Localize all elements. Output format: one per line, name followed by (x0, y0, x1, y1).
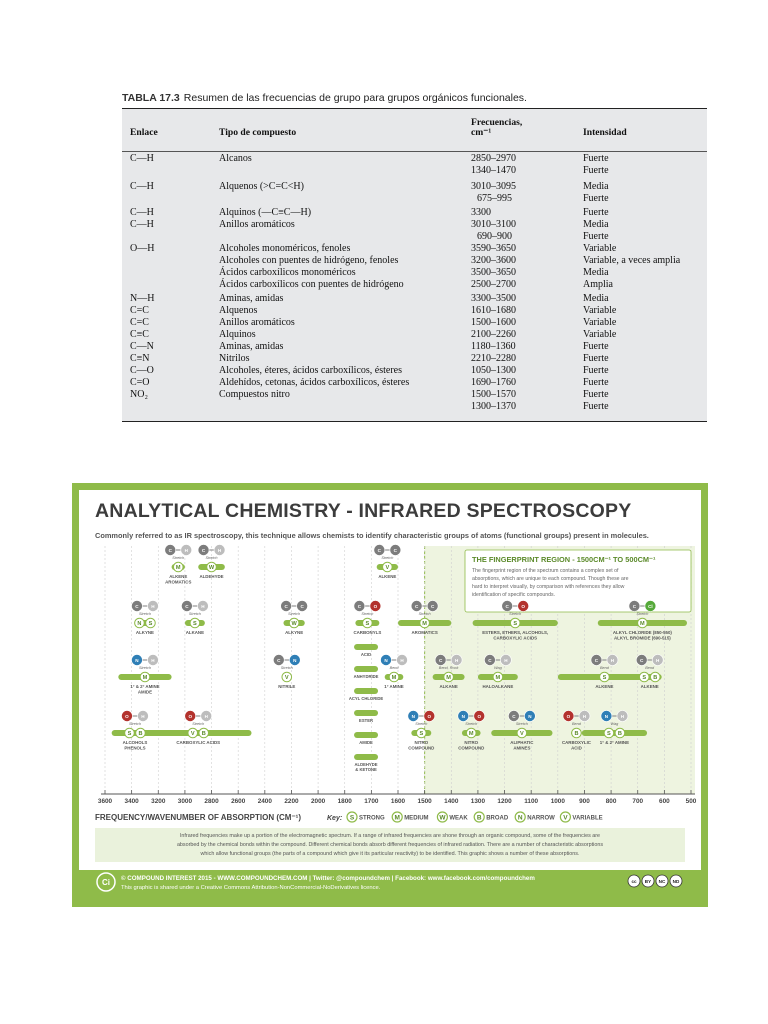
atom-symbol: C (393, 548, 398, 553)
carbonyl-bar (354, 666, 378, 672)
atom-symbol: O (188, 714, 193, 719)
intensity-letter: V (190, 731, 195, 738)
atom-symbol: O (427, 714, 432, 719)
header-bond: Enlace (130, 127, 158, 138)
atom-symbol: C (277, 658, 281, 663)
atom-symbol: C (640, 658, 644, 663)
vibration-label: Bend (389, 666, 399, 670)
band-label: ALKENE (378, 574, 397, 579)
key-badge-letter: B (476, 814, 482, 822)
cell-compound: Aldehídos, cetonas, ácidos carboxílicos, ésteres (219, 377, 410, 388)
cell-freq: 675–995 (477, 193, 512, 204)
vibration-label: Stretch (138, 666, 151, 670)
vibration-label: Stretch (288, 612, 301, 616)
atom-symbol: O (566, 714, 571, 719)
atom-symbol: N (461, 714, 465, 719)
intensity-letter: V (519, 731, 524, 738)
carbonyl-bar (354, 754, 378, 760)
cell-freq: 1300–1370 (471, 401, 516, 412)
infographic-subtitle: Commonly referred to as IR spectroscopy, this technique allows chemists to identify characteristic groups of atoms (functional groups) present in molecules. (95, 531, 649, 540)
cell-intensity: Amplia (583, 279, 613, 290)
cell-freq: 1340–1470 (471, 165, 516, 176)
atom-symbol: C (284, 604, 288, 609)
cell-intensity: Fuerte (583, 389, 609, 400)
atom-symbol: C (168, 548, 172, 553)
cell-bond: C=C (130, 305, 149, 316)
vibration-label: Bend (645, 666, 655, 670)
intensity-letter: B (574, 731, 579, 738)
atom-symbol: H (620, 714, 625, 719)
intensity-letter: B (617, 731, 622, 738)
intensity-letter: S (193, 621, 197, 628)
vibration-label: Stretch (361, 612, 374, 616)
cell-compound: Anillos aromáticos (219, 219, 295, 230)
carbonyl-bar (354, 688, 378, 694)
band-label: HALOALKANE (482, 684, 514, 689)
atom-symbol: N (384, 658, 388, 663)
band-label: ALKYNE (135, 630, 154, 635)
cell-bond: C=C (130, 317, 149, 328)
vibration-label: Bend, Rock (438, 666, 459, 670)
x-tick-label: 3600 (97, 798, 113, 805)
cell-intensity: Fuerte (583, 401, 609, 412)
x-tick-label: 1600 (390, 798, 406, 805)
key-item-label: BROAD (486, 815, 509, 822)
vibration-label: Wag (494, 666, 502, 670)
x-tick-label: 1300 (470, 798, 486, 805)
key-item-label: VARIABLE (572, 815, 603, 822)
cell-freq: 3200–3600 (471, 255, 516, 266)
cell-freq: 1050–1300 (471, 365, 516, 376)
band-label: ALCOHOLS (122, 740, 148, 745)
footer-line1: © COMPOUND INTEREST 2015 - WWW.COMPOUNDCHEM.COM | Twitter: @compoundchem | Facebook: www.facebook.com/compoundchem (121, 875, 535, 882)
cell-compound: Aminas, amidas (219, 293, 284, 304)
band-label: ESTERS, ETHERS, ALCOHOLS, (482, 630, 549, 635)
intensity-letter: S (148, 621, 153, 628)
cell-bond: N—H (130, 293, 155, 304)
intensity-letter: B (138, 731, 143, 738)
band-label: NITRILE (278, 684, 296, 689)
ir-infographic (72, 483, 708, 907)
note-text: Infrared frequencies make up a portion of the electromagnetic spectrum. If a range of infrared frequencies are shone through an organic compound, some of the frequencies are (179, 833, 601, 839)
band-label: AMINES (513, 745, 531, 751)
intensity-letter: M (446, 675, 451, 682)
atom-symbol: C (430, 604, 435, 609)
x-tick-label: 1200 (497, 798, 512, 805)
x-tick-label: 1400 (444, 798, 459, 805)
cell-freq: 3590–3650 (471, 243, 516, 254)
atom-symbol: H (504, 658, 508, 663)
frequency-table (122, 108, 707, 422)
band-label: CARBOXYLIC (561, 740, 591, 745)
atom-symbol: H (141, 714, 145, 719)
atom-symbol: H (184, 548, 188, 553)
atom-symbol: C (594, 658, 599, 663)
band-label: ALDEHYDE (199, 574, 224, 579)
logo-text: Ci (102, 878, 110, 887)
fingerprint-text: absorptions, which are unique to each compound. Though these are (472, 576, 629, 582)
key-item-label: NARROW (527, 815, 555, 822)
cell-intensity: Variable (583, 317, 617, 328)
cell-intensity: Variable (583, 243, 617, 254)
band-label: NITRO (414, 740, 429, 745)
carbonyl-bar (354, 644, 378, 650)
cell-bond: C—N (130, 341, 154, 352)
cell-compound: Ácidos carboxílicos con puentes de hidrógeno (219, 279, 404, 290)
infographic-title: ANALYTICAL CHEMISTRY - INFRARED SPECTROSCOPY (95, 500, 632, 522)
band-label: CARBOXYLIC ACIDS (176, 740, 221, 745)
cell-freq: 2100–2260 (471, 329, 516, 340)
cell-compound: Alcoholes con puentes de hidrógeno, fenoles (219, 255, 399, 266)
x-tick-label: 1800 (337, 798, 352, 805)
atom-symbol: N (135, 658, 139, 663)
vibration-label: Stretch (192, 722, 205, 726)
cell-intensity: Variable, a veces amplia (583, 255, 681, 266)
cell-compound: Alcoholes, éteres, ácidos carboxílicos, ésteres (219, 365, 402, 376)
atom-symbol: C (377, 548, 382, 553)
key-item-label: MEDIUM (404, 815, 429, 822)
band-label: ALKENE (640, 684, 659, 689)
cell-intensity: Media (583, 267, 609, 278)
cell-intensity: Fuerte (583, 377, 609, 388)
band-label: AMIDE (137, 689, 153, 695)
intensity-letter: S (602, 675, 607, 682)
cell-intensity: Media (583, 181, 609, 192)
atom-symbol: H (217, 548, 222, 553)
intensity-letter: M (495, 675, 501, 682)
absorption-bar (582, 730, 647, 736)
carbonyl-label: ANHYDRIDE (353, 674, 379, 679)
x-tick-label: 3200 (151, 798, 166, 805)
cell-intensity: Variable (583, 329, 617, 340)
atom-symbol: H (582, 714, 587, 719)
intensity-letter: W (291, 621, 297, 628)
intensity-letter: W (208, 565, 215, 572)
atom-symbol: C (300, 604, 304, 609)
vibration-label: Stretch (509, 612, 522, 616)
vibration-label: Stretch (465, 722, 478, 726)
vibration-label: Stretch (415, 722, 428, 726)
header-compound: Tipo de compuesto (219, 127, 297, 138)
atom-symbol: C (414, 604, 419, 609)
cell-bond: NO₂ (130, 389, 148, 400)
x-tick-label: 3400 (124, 798, 139, 805)
cell-bond: C—H (130, 207, 154, 218)
intensity-letter: S (642, 675, 647, 682)
intensity-letter: M (142, 675, 148, 682)
band-label: COMPOUND (458, 745, 485, 751)
fingerprint-title: THE FINGERPRINT REGION - 1500CM⁻¹ TO 500CM⁻¹ (472, 555, 656, 564)
cell-freq: 1180–1360 (471, 341, 516, 352)
fingerprint-text: identification of specific compounds. (472, 592, 556, 598)
cell-freq: 690–900 (477, 231, 512, 242)
atom-symbol: H (204, 714, 208, 719)
x-tick-label: 600 (659, 798, 670, 805)
x-tick-label: 700 (632, 798, 644, 805)
intensity-letter: S (419, 731, 424, 738)
band-label: COMPOUND (408, 745, 435, 751)
atom-symbol: C (632, 604, 637, 609)
intensity-letter: S (127, 731, 132, 738)
carbonyl-label: ACYL CHLORIDE (348, 696, 384, 701)
intensity-letter: S (513, 621, 518, 628)
vibration-label: Stretch (418, 612, 431, 616)
intensity-letter: M (640, 621, 645, 628)
atom-symbol: Cl (648, 604, 653, 609)
license-badge-text: cc (631, 879, 637, 884)
vibration-label: Stretch (381, 556, 394, 560)
header-intensity: Intensidad (583, 127, 627, 138)
cell-compound: Compuestos nitro (219, 389, 290, 400)
atom-symbol: H (151, 658, 155, 663)
intensity-letter: S (365, 621, 370, 628)
intensity-letter: M (391, 675, 397, 682)
table-caption-text: Resumen de las frecuencias de grupo para grupos orgánicos funcionales. (183, 92, 527, 104)
vibration-label: Stretch (138, 612, 151, 616)
table-caption (122, 92, 527, 104)
cell-intensity: Fuerte (583, 193, 609, 204)
x-tick-label: 2400 (257, 798, 272, 805)
cell-freq: 2850–2970 (471, 153, 516, 164)
ir-spectrum-chart (79, 490, 701, 894)
note-text: which allow functional groups (the parts of a compound which give it its particular reactivity) to be identified. This graphic shows a number of these absorptions. (200, 851, 580, 857)
intensity-letter: M (422, 621, 427, 628)
cell-compound: Nitrilos (219, 353, 250, 364)
cell-freq: 1500–1570 (471, 389, 516, 400)
atom-symbol: N (604, 714, 609, 719)
license-badge-text: NC (658, 879, 666, 884)
atom-symbol: C (438, 658, 443, 663)
cell-compound: Alcanos (219, 153, 252, 164)
vibration-label: Bend (572, 722, 581, 726)
cell-bond: C—O (130, 365, 154, 376)
header-divider (122, 151, 707, 152)
band-label: AROMATICS (411, 630, 438, 635)
band-label: ALIPHATIC (510, 740, 534, 745)
cell-freq: 3010–3095 (471, 181, 516, 192)
cell-bond: C—H (130, 153, 154, 164)
atom-symbol: H (656, 658, 660, 663)
intensity-letter: M (468, 731, 474, 738)
vibration-label: Stretch (515, 722, 528, 726)
x-tick-label: 1100 (524, 798, 539, 805)
license-badge-text: BY (644, 879, 652, 884)
cell-compound: Aminas, amidas (219, 341, 284, 352)
cell-freq: 2500–2700 (471, 279, 516, 290)
cell-freq: 1690–1760 (471, 377, 516, 388)
fingerprint-text: hard to interpret visually, by comparison with references they allow (472, 584, 625, 590)
band-label: ALKENE (595, 684, 614, 689)
carbonyl-bar (354, 732, 378, 738)
x-tick-label: 3000 (177, 798, 193, 805)
x-axis-title: FREQUENCY/WAVENUMBER OF ABSORPTION (CM⁻¹) (95, 813, 301, 822)
intensity-letter: N (137, 621, 142, 628)
x-tick-label: 500 (685, 798, 697, 805)
cell-bond: O—H (130, 243, 155, 254)
cell-intensity: Media (583, 293, 609, 304)
band-label: CARBONYLS (353, 630, 382, 635)
cell-compound: Anillos aromáticos (219, 317, 295, 328)
atom-symbol: H (454, 658, 459, 663)
intensity-letter: B (201, 731, 206, 738)
atom-symbol: O (373, 604, 378, 609)
key-item-label: STRONG (359, 815, 385, 822)
cell-bond: C≡C (130, 329, 149, 340)
key-item-label: WEAK (449, 815, 468, 822)
band-label: ALKYL CHLORIDE (850-550) (612, 630, 672, 635)
cell-freq: 1500–1600 (471, 317, 516, 328)
atom-symbol: H (201, 604, 205, 609)
x-tick-label: 1000 (550, 798, 565, 805)
cell-freq: 1610–1680 (471, 305, 516, 316)
atom-symbol: O (521, 604, 525, 609)
carbonyl-bar (354, 710, 378, 716)
x-tick-label: 900 (579, 798, 590, 805)
cell-bond: C—H (130, 181, 154, 192)
band-label: PHENOLS (124, 745, 146, 751)
intensity-letter: V (284, 675, 289, 682)
band-label: CARBOXYLIC ACIDS (493, 635, 538, 641)
fingerprint-text: The fingerprint region of the spectrum contains a complex set of (472, 568, 619, 574)
key-badge-letter: V (563, 814, 568, 822)
atom-symbol: C (135, 604, 139, 609)
carbonyl-label: ESTER (359, 718, 374, 723)
intensity-letter: B (653, 675, 658, 682)
vibration-label: Stretch (205, 556, 218, 560)
cell-freq: 3500–3650 (471, 267, 516, 278)
intensity-letter: V (385, 565, 390, 572)
atom-symbol: H (400, 658, 404, 663)
cell-intensity: Variable (583, 305, 617, 316)
cell-bond: C≡N (130, 353, 150, 364)
carbonyl-label: & KETONE (355, 767, 377, 772)
cell-compound: Alquenos (>C=C<H) (219, 181, 304, 192)
band-label: ALKYNE (285, 630, 304, 635)
cell-compound: Alquinos (—C≡C—H) (219, 207, 312, 218)
key-badge-letter: M (394, 814, 400, 822)
band-label: 1° & 2° AMINE (599, 740, 630, 745)
table-caption-label: TABLA 17.3 (122, 92, 180, 104)
cell-freq: 3300–3500 (471, 293, 516, 304)
cell-bond: C—H (130, 219, 154, 230)
vibration-label: Stretch (636, 612, 649, 616)
key-badge-letter: N (517, 814, 523, 822)
cell-intensity: Fuerte (583, 353, 609, 364)
atom-symbol: N (293, 658, 297, 663)
vibration-label: Bend (599, 666, 609, 670)
x-tick-label: 2600 (231, 798, 246, 805)
x-tick-label: 2200 (284, 798, 299, 805)
atom-symbol: N (411, 714, 415, 719)
band-label: AROMATICS (165, 579, 192, 585)
x-tick-label: 800 (605, 798, 617, 805)
atom-symbol: C (512, 714, 516, 719)
x-tick-label: 1500 (417, 798, 432, 805)
band-label: ALKYL BROMIDE (690-515) (614, 635, 671, 641)
cell-compound: Alquinos (219, 329, 256, 340)
band-label: ACID (571, 745, 582, 751)
atom-symbol: C (201, 548, 206, 553)
cell-intensity: Fuerte (583, 231, 609, 242)
x-tick-label: 2000 (310, 798, 326, 805)
vibration-label: Stretch (188, 612, 201, 616)
key-label: Key: (327, 815, 343, 822)
cell-bond: C=O (130, 377, 150, 388)
cell-intensity: Fuerte (583, 153, 609, 164)
atom-symbol: C (357, 604, 362, 609)
vibration-label: Wag (610, 722, 619, 726)
carbonyl-label: ACID (360, 652, 372, 657)
cell-freq: 3010–3100 (471, 219, 516, 230)
header-frequency: Frecuencias, (471, 117, 523, 128)
x-tick-label: 2800 (204, 798, 219, 805)
band-label: 1° AMINE (384, 684, 404, 689)
vibration-label: Stretch (172, 556, 185, 560)
atom-symbol: C (505, 604, 509, 609)
atom-symbol: O (477, 714, 482, 719)
band-label: NITRO (464, 740, 479, 745)
license-badge-text: ND (672, 879, 680, 884)
atom-symbol: N (528, 714, 532, 719)
vibration-label: Stretch (280, 666, 293, 670)
band-label: ALKENE (169, 574, 188, 579)
carbonyl-label: AMIDE (359, 740, 373, 745)
atom-symbol: C (488, 658, 492, 663)
carbonyl-label: ALDEHYDE (354, 762, 378, 767)
cell-intensity: Fuerte (583, 207, 609, 218)
cell-freq: 2210–2280 (471, 353, 516, 364)
cell-compound: Alcoholes monoméricos, fenoles (219, 243, 351, 254)
cell-intensity: Fuerte (583, 341, 609, 352)
x-tick-label: 1700 (364, 798, 379, 805)
cell-intensity: Fuerte (583, 365, 609, 376)
absorption-bar (145, 730, 252, 736)
cell-compound: Alquenos (219, 305, 258, 316)
cell-compound: Ácidos carboxílicos monoméricos (219, 267, 356, 278)
cell-intensity: Fuerte (583, 165, 609, 176)
footer-line2: This graphic is shared under a Creative Commons Attribution-NonCommercial-NoDerivatives licence. (121, 885, 381, 891)
atom-symbol: H (151, 604, 155, 609)
atom-symbol: O (125, 714, 129, 719)
band-label: 1° & 2° AMINE (130, 684, 160, 689)
atom-symbol: H (610, 658, 615, 663)
atom-symbol: C (185, 604, 189, 609)
band-label: ALKANE (439, 684, 458, 689)
intensity-letter: S (607, 731, 611, 738)
vibration-label: Stretch (128, 722, 141, 726)
key-badge-letter: W (439, 814, 446, 822)
key-badge-letter: S (349, 814, 355, 822)
cell-intensity: Media (583, 219, 609, 230)
intensity-letter: M (175, 565, 181, 572)
cell-freq: 3300 (471, 207, 491, 218)
header-frequency-unit: cm⁻¹ (471, 127, 492, 138)
band-label: ALKANE (185, 630, 205, 635)
note-text: absorbed by the chemical bonds within the compound. Different chemical bonds absorb different frequencies of infrared radiation. There are a number of characteristic absorptions (176, 842, 604, 848)
infographic-panel (79, 490, 701, 894)
